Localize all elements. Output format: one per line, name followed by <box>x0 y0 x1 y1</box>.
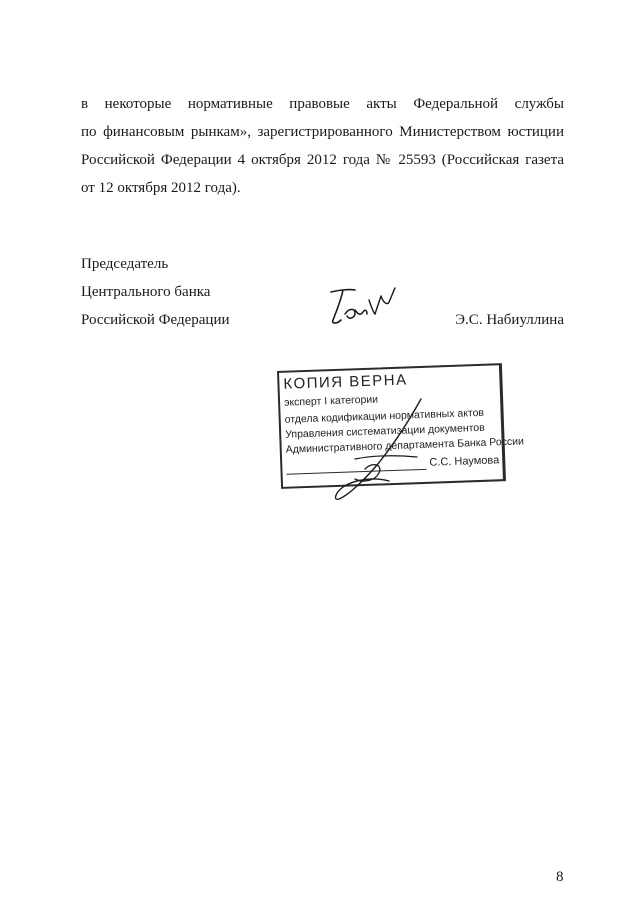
body-line-4: от 12 октября 2012 года). <box>81 180 241 196</box>
body-paragraph <box>81 90 564 202</box>
handwritten-signature <box>325 280 405 328</box>
signature-block <box>81 250 564 334</box>
page-number: 8 <box>556 869 564 885</box>
signer-position-line-3: Российской Федерации <box>81 312 230 328</box>
signer-position-line-2: Центрального банка <box>81 284 211 300</box>
body-line-1: в некоторые нормативные правовые акты Федеральной службы <box>81 96 564 112</box>
stamp-line-4: Административного департамента Банка России <box>285 435 525 456</box>
signer-name: Э.С. Набиуллина <box>455 312 564 328</box>
stamp-line-2: отдела кодификации нормативных актов <box>284 406 485 426</box>
signer-position-line-1: Председатель <box>81 256 169 272</box>
stamp-line-1: эксперт I категории <box>283 393 379 409</box>
body-line-2: по финансовым рынкам», зарегистрированного Министерством юстиции <box>81 124 564 140</box>
stamp-handwritten-signature <box>325 395 435 503</box>
stamp-line-3: Управления систематизации документов <box>285 421 485 441</box>
stamp-signer-name: С.С. Наумова <box>429 454 500 469</box>
body-line-3: Российской Федерации 4 октября 2012 года № 25593 (Российская газета <box>81 152 564 168</box>
stamp-title: КОПИЯ ВЕРНА <box>283 371 408 393</box>
